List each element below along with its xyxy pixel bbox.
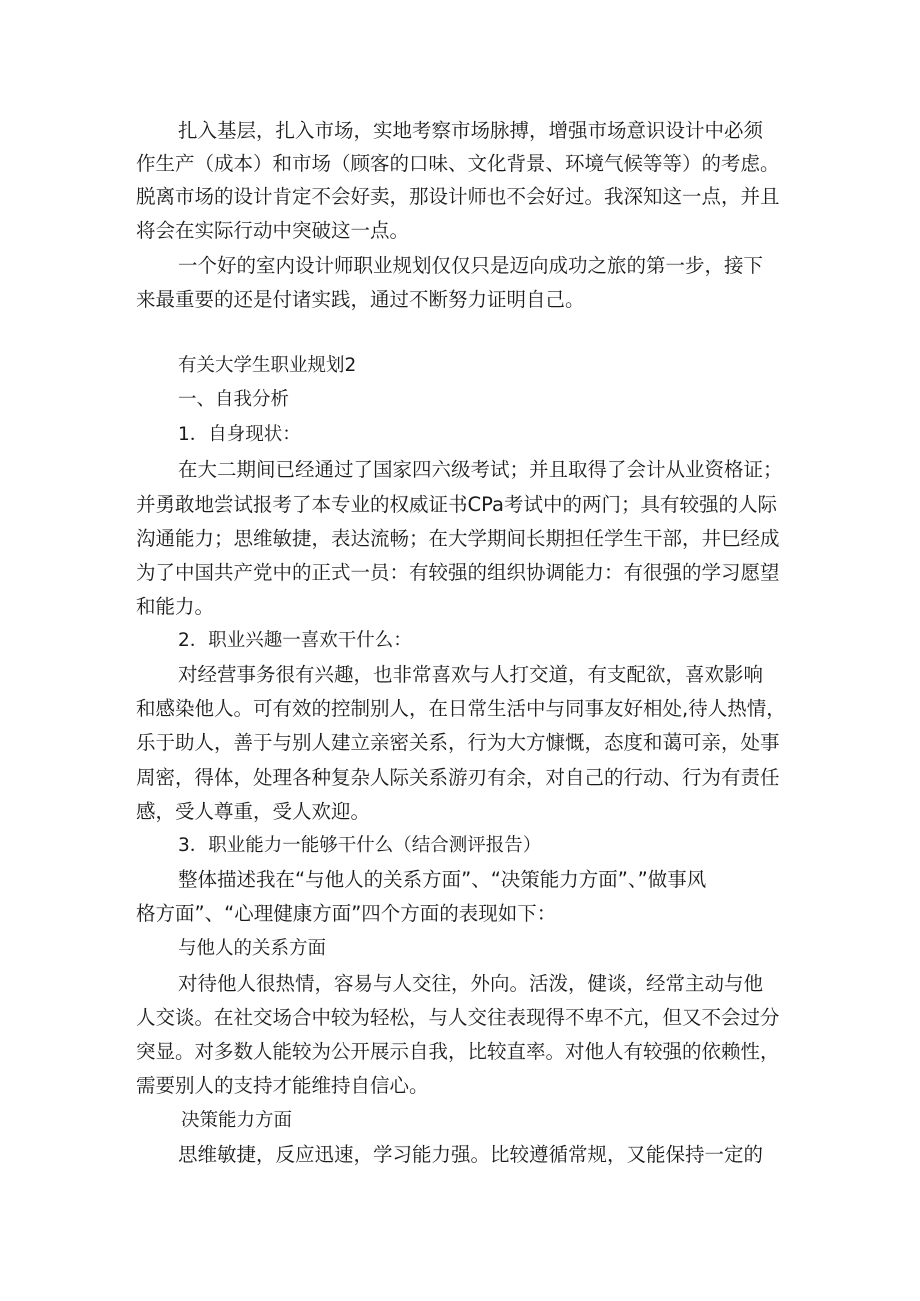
- subsection-heading: 3．职业能力一能够干什么（结合测评报告）: [178, 835, 542, 856]
- paragraph-line: 一个好的室内设计师职业规划仅仅只是迈向成功之旅的第一步，接下: [178, 254, 764, 277]
- paragraph-line: 来最重要的还是付诸实践，通过不断努力证明自己。: [136, 288, 585, 311]
- paragraph-line: 周密，得体，处理各种复杂人际关系游刃有余，对自己的行动、行为有责任: [136, 766, 780, 789]
- paragraph-line: 沟通能力；思维敏捷，表达流畅；在大学期间长期担任学生干部，井巳经成: [136, 527, 780, 550]
- paragraph-line: 感，受人尊重，受人欢迎。: [136, 800, 371, 823]
- paragraph-line: 脱离市场的设计肯定不会好卖，那设计师也不会好过。我深知这一点，并且: [136, 185, 780, 208]
- paragraph-line: 和能力。: [136, 595, 215, 618]
- paragraph-line: 人交谈。在社交场合中较为轻松，与人交往表现得不卑不亢，但又不会过分: [136, 1006, 780, 1029]
- paragraph-line: 在大二期间已经通过了国家四六级考试；并且取得了会计从业资格证；: [178, 458, 783, 481]
- paragraph-line: 思维敏捷，反应迅速，学习能力强。比较遵循常规，又能保持一定的: [178, 1143, 764, 1166]
- paragraph-line: 格方面”、“心理健康方面”四个方面的表现如下：: [136, 902, 557, 925]
- paragraph-line: 整体描述我在“与他人的关系方面”、“决策能力方面”、”做事风: [178, 868, 707, 891]
- paragraph-line: 对经营事务很有兴趣，也非常喜欢与人打交道，有支配欲，喜欢影响: [178, 663, 764, 686]
- paragraph-line: 对待他人很热情，容易与人交往，外向。活泼，健谈，经常主动与他: [178, 972, 764, 995]
- subsection-heading: 与他人的关系方面: [178, 938, 327, 959]
- paragraph-line: 作生产（成本）和市场（顾客的口味、文化背景、环境气候等等）的考虑。: [136, 152, 780, 175]
- paragraph-line: 并勇敢地尝试报考了本专业的权威证书CPa考试中的两门；具有较强的人际: [136, 493, 777, 516]
- paragraph-line: 和感染他人。可有效的控制别人，在日常生活中与同事友好相处,待人热情，: [136, 697, 786, 720]
- subsection-heading: 决策能力方面: [181, 1110, 293, 1131]
- section-heading: 一、自我分析: [178, 389, 290, 410]
- subsection-heading: 1．自身现状：: [178, 424, 301, 445]
- paragraph-line: 将会在实际行动中突破这一点。: [136, 219, 410, 242]
- paragraph-line: 扎入基层，扎入市场，实地考察市场脉搏，增强市场意识设计中必须: [178, 119, 764, 142]
- paragraph-line: 乐于助人，善于与别人建立亲密关系，行为大方慷慨，态度和蔼可亲，处事: [136, 731, 780, 754]
- paragraph-line: 突显。对多数人能较为公开展示自我，比较直率。对他人有较强的依赖性，: [136, 1040, 780, 1063]
- paragraph-line: 需要别人的支持才能维持自信心。: [136, 1074, 429, 1097]
- subsection-heading: 2．职业兴趣一喜欢干什么：: [178, 630, 412, 651]
- section-title: 有关大学生职业规划2: [178, 355, 357, 376]
- paragraph-line: 为了中国共产党中的正式一员：有较强的组织协调能力：有很强的学习愿望: [136, 561, 780, 584]
